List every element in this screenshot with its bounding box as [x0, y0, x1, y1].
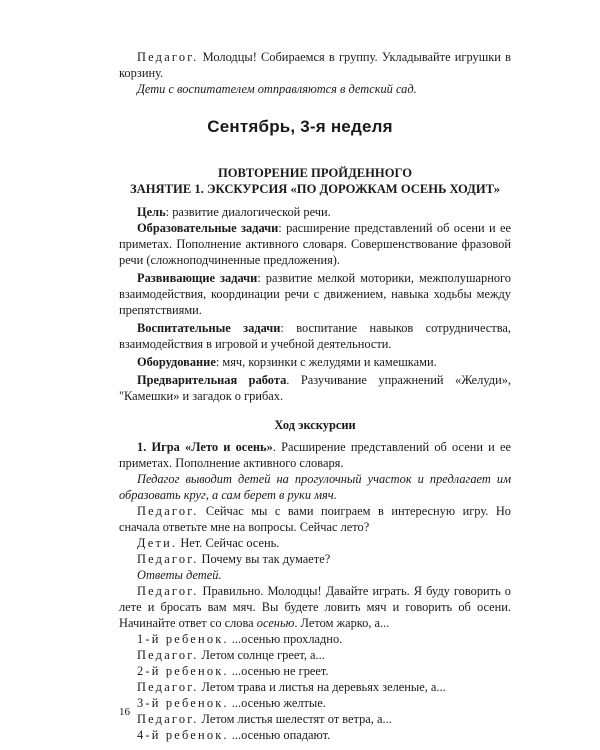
game-label: 1. Игра «Лето и осень»: [137, 440, 273, 454]
dialog-line: [119, 503, 511, 535]
dialog-line: [119, 551, 511, 567]
dialog-text: ...осенью опадают.: [228, 728, 331, 742]
role-label: Педагог.: [137, 648, 199, 662]
goal-line: [119, 220, 511, 268]
intro-block: [119, 49, 511, 97]
dialog-text: Почему вы так думаете?: [198, 552, 331, 566]
role-label: Педагог.: [137, 584, 199, 598]
role-label: Педагог.: [137, 680, 199, 694]
goal-label: Оборудование: [137, 355, 216, 369]
goal-label: Предварительная работа: [137, 373, 287, 387]
game-text: . Расширение представлений об осени и ее приметах. Пополнение активного словаря.: [119, 440, 512, 470]
dialog-line: [119, 663, 511, 679]
dialog-text: Летом трава и листья на деревьях зеленые, а...: [198, 680, 446, 694]
goal-text: : развитие диалогической речи.: [165, 205, 331, 219]
role-label: 4-й ребенок.: [137, 728, 229, 742]
dialog-text: ...осенью не греет.: [228, 664, 329, 678]
game-note: Педагог выводит детей на прогулочный участок и предлагает им образовать круг, а сам берет в руки мяч.: [119, 472, 511, 502]
goal-text: : развитие мелкой моторики, межполушарного взаимодействия, координации речи с движением, навыка ходьбы между препятствиями.: [119, 271, 511, 317]
role-label: Педагог.: [137, 712, 199, 726]
dialog-line: [119, 631, 511, 647]
lesson-block: [119, 165, 511, 743]
goal-text: : расширение представлений об осени и ее приметах. Пополнение активного словаря. Совершенствование фразовой речи (сложноподчиненные предложения).: [119, 221, 511, 267]
dialog-text: Сейчас мы с вами поиграем в интересную игру. Но сначала ответьте мне на вопросы. Сейчас лето?: [119, 504, 511, 534]
role-label: Педагог.: [137, 504, 199, 518]
dialog-text: Нет. Сейчас осень.: [177, 536, 280, 550]
page-number: 16: [119, 706, 130, 718]
section-title-1: ПОВТОРЕНИЕ ПРОЙДЕННОГО: [217, 166, 413, 180]
goal-line: [119, 204, 511, 220]
stage-direction: Дети с воспитателем отправляются в детский сад.: [137, 82, 417, 96]
dialog-text: ...осенью желтые.: [228, 696, 326, 710]
dialog-line: [119, 727, 511, 743]
course-title: Ход экскурсии: [274, 418, 356, 432]
goal-line: [119, 270, 511, 318]
dialog-line: [119, 711, 511, 727]
dialog-line: [119, 679, 511, 695]
goal-line: [119, 372, 511, 404]
dialog-line: [119, 583, 511, 631]
goal-text: : воспитание навыков сотрудничества, взаимодействия в игровой и учебной деятельности.: [119, 321, 511, 351]
dialog-text: Ответы детей.: [137, 568, 222, 582]
role-label: 2-й ребенок.: [137, 664, 229, 678]
role-label: Педагог.: [137, 50, 199, 64]
goal-label: Цель: [137, 205, 166, 219]
dialog-text-italic: осенью: [256, 616, 295, 630]
intro-dialog-line: [119, 49, 511, 81]
dialog-text: Молодцы! Собираемся в группу. Укладывайте игрушки в корзину.: [119, 50, 511, 80]
section-title-2: ЗАНЯТИЕ 1. ЭКСКУРСИЯ «ПО ДОРОЖКАМ ОСЕНЬ ХОДИТ»: [129, 182, 500, 196]
game-line: [119, 439, 511, 471]
goal-label: Образовательные задачи: [137, 221, 279, 235]
role-label: 3-й ребенок.: [137, 696, 229, 710]
dialog-text: Летом листья шелестят от ветра, а...: [198, 712, 392, 726]
goal-line: [119, 354, 511, 370]
dialog-text: ...осенью прохладно.: [228, 632, 343, 646]
goal-label: Развивающие задачи: [137, 271, 258, 285]
dialog-line: [119, 695, 511, 711]
dialog-line: [119, 647, 511, 663]
goal-label: Воспитательные задачи: [137, 321, 281, 335]
chapter-title: Сентябрь, 3-я неделя: [207, 117, 393, 136]
dialog-text: Правильно. Молодцы! Давайте играть. Я буду говорить о лете и бросать вам мяч. Вы будете ловить мяч и говорить об осени. Начинайте ответ со слова: [119, 584, 511, 630]
dialog-line: [119, 567, 511, 583]
goal-text: . Разучивание упражнений «Желуди», "Камешки» и загадок о грибах.: [119, 373, 511, 403]
dialog-text: . Летом жарко, а...: [294, 616, 390, 630]
goal-text: : мяч, корзинки с желудями и камешками.: [215, 355, 437, 369]
goal-line: [119, 320, 511, 352]
dialog-line: [119, 535, 511, 551]
dialog-text: Летом солнце греет, а...: [198, 648, 325, 662]
role-label: Дети.: [137, 536, 178, 550]
role-label: Педагог.: [137, 552, 199, 566]
role-label: 1-й ребенок.: [137, 632, 229, 646]
